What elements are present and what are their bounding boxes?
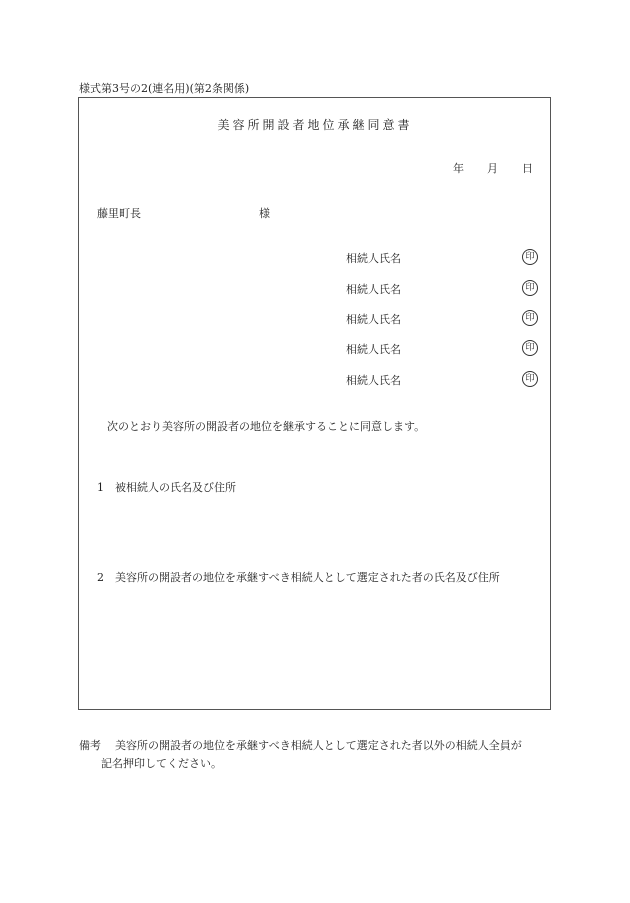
heir-row	[346, 310, 538, 328]
heir-row	[346, 249, 538, 267]
heir-name-label: 相続人氏名	[346, 283, 401, 296]
list-item	[97, 479, 236, 495]
seal-mark-icon: 印	[522, 310, 538, 326]
date-day-label: 日	[522, 162, 533, 175]
form-number-label: 様式第3号の2(連名用)(第2条関係)	[79, 82, 250, 95]
date-year-label: 年	[453, 162, 464, 175]
heir-name-label: 相続人氏名	[346, 252, 401, 265]
seal-mark-icon: 印	[522, 371, 538, 387]
date-month-label: 月	[487, 162, 498, 175]
heir-name-label: 相続人氏名	[346, 374, 401, 387]
consent-statement: 次のとおり美容所の開設者の地位を継承することに同意します。	[107, 420, 426, 433]
remarks-text-line: 記名押印してください。	[101, 757, 222, 770]
item-text: 美容所の開設者の地位を承継すべき相続人として選定された者の氏名及び住所	[115, 571, 500, 584]
honorific: 様	[259, 207, 270, 220]
seal-mark-icon: 印	[522, 249, 538, 265]
document-title: 美容所開設者地位承継同意書	[217, 118, 413, 132]
heir-row	[346, 371, 538, 389]
seal-mark-icon: 印	[522, 340, 538, 356]
remarks-heading: 備考	[79, 739, 101, 752]
heir-row	[346, 280, 538, 298]
heir-name-label: 相続人氏名	[346, 313, 401, 326]
form-frame	[78, 97, 551, 710]
item-text: 被相続人の氏名及び住所	[115, 481, 236, 494]
addressee: 藤里町長	[97, 207, 141, 220]
heir-row	[346, 340, 538, 358]
seal-mark-icon: 印	[522, 280, 538, 296]
item-number: 1	[97, 481, 104, 494]
list-item	[97, 569, 500, 585]
remarks-text-line: 美容所の開設者の地位を承継すべき相続人として選定された者以外の相続人全員が	[115, 739, 522, 752]
item-number: 2	[97, 571, 104, 584]
heir-name-label: 相続人氏名	[346, 343, 401, 356]
